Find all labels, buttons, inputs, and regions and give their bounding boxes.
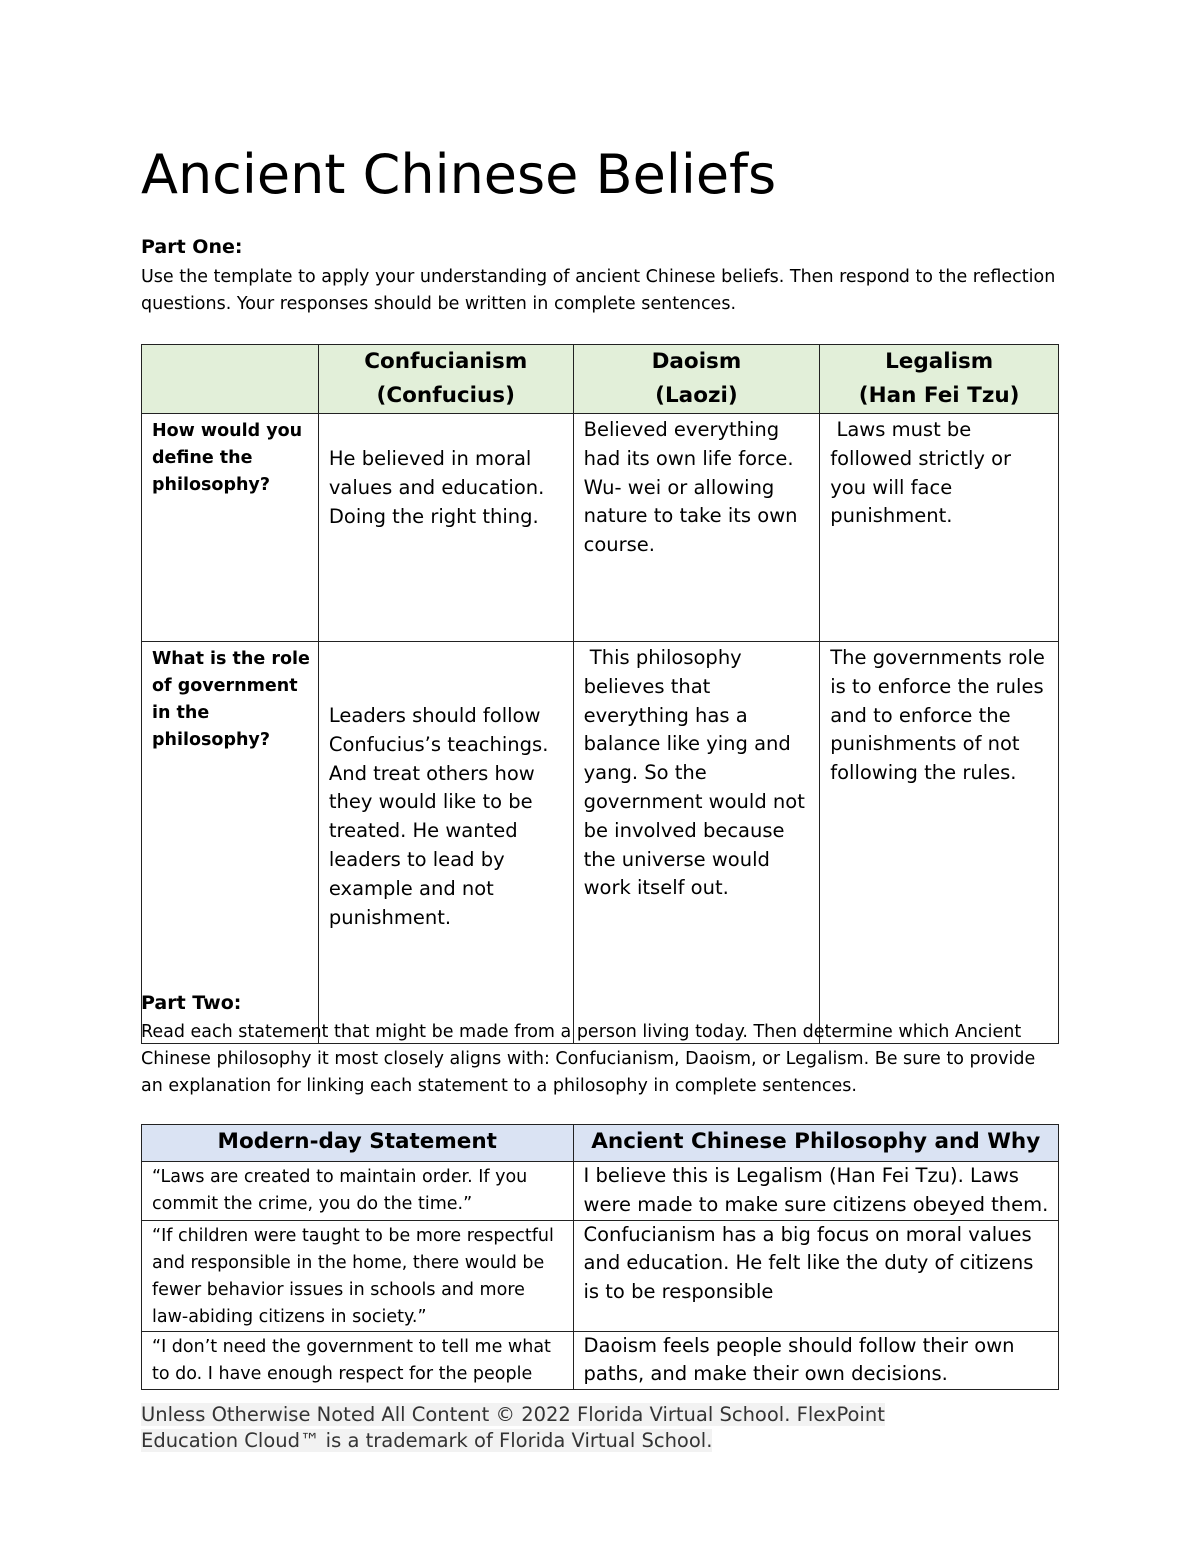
- philosophy-header-row: [142, 345, 1059, 414]
- statement-table: [141, 1124, 1059, 1390]
- answer-cell[interactable]: Confucianism has a big focus on moral values and education. He felt like the duty of citizens is to be responsible: [573, 1220, 1058, 1331]
- statement-header-row: [142, 1125, 1059, 1162]
- statement-cell: “Laws are created to maintain order. If you commit the crime, you do the time.”: [142, 1162, 574, 1221]
- table-row: [142, 1331, 1059, 1390]
- copyright-footer: [141, 1402, 1001, 1454]
- header-statement: Modern-day Statement: [142, 1125, 574, 1162]
- page-title: Ancient Chinese Beliefs: [141, 143, 777, 206]
- part-one-heading: Part One:: [141, 236, 243, 258]
- header-daoism: [573, 345, 820, 414]
- footer-line-2: Education Cloud™ is a trademark of Florida Virtual School.: [141, 1429, 713, 1452]
- column-name: Daoism: [651, 349, 742, 374]
- column-founder: (Confucius): [376, 383, 515, 408]
- row-question: How would you define the philosophy?: [142, 414, 319, 642]
- column-founder: (Laozi): [655, 383, 738, 408]
- part-one-instructions: Use the template to apply your understanding of ancient Chinese beliefs. Then respond to the reflection questions. Your responses should be written in complete sentences.: [141, 267, 1056, 314]
- header-legalism: [820, 345, 1059, 414]
- answer-daoism[interactable]: This philosophy believes that everything has a balance like ying and yang. So the government would not be involved because the universe would work itself out.: [573, 642, 820, 1044]
- philosophy-table: [141, 344, 1059, 1044]
- answer-daoism[interactable]: Believed everything had its own life force. Wu- wei or allowing nature to take its own course.: [573, 414, 820, 642]
- answer-legalism[interactable]: The governments role is to enforce the rules and to enforce the punishments of not following the rules.: [820, 642, 1059, 1044]
- answer-legalism[interactable]: Laws must be followed strictly or you will face punishment.: [820, 414, 1059, 642]
- answer-cell[interactable]: Daoism feels people should follow their own paths, and make their own decisions.: [573, 1331, 1058, 1390]
- table-row: [142, 642, 1059, 1044]
- header-philosophy-why: Ancient Chinese Philosophy and Why: [573, 1125, 1058, 1162]
- table-row: [142, 414, 1059, 642]
- answer-confucianism[interactable]: He believed in moral values and education. Doing the right thing.: [318, 414, 573, 642]
- answer-confucianism[interactable]: Leaders should follow Confucius’s teachings. And treat others how they would like to be treated. He wanted leaders to lead by example and not punishment.: [318, 642, 573, 1044]
- row-question: What is the role of government in the philosophy?: [142, 642, 319, 1044]
- table-row: [142, 1162, 1059, 1221]
- header-confucianism: [318, 345, 573, 414]
- column-founder: (Han Fei Tzu): [858, 383, 1020, 408]
- header-empty-cell: [142, 345, 319, 414]
- part-two-instructions: Read each statement that might be made from a person living today. Then determine which Ancient Chinese philosophy it most closely aligns with: Confucianism, Daoism, or Legalism. Be sure to provide an explanation for linking each statement to a philosophy in complete sentences.: [141, 1022, 1036, 1096]
- column-name: Confucianism: [364, 349, 528, 374]
- table-row: [142, 1220, 1059, 1331]
- part-two-heading: Part Two:: [141, 992, 242, 1014]
- statement-cell: “I don’t need the government to tell me what to do. I have enough respect for the people: [142, 1331, 574, 1390]
- column-name: Legalism: [885, 349, 994, 374]
- footer-line-1: Unless Otherwise Noted All Content © 2022 Florida Virtual School. FlexPoint: [141, 1403, 885, 1426]
- statement-cell: “If children were taught to be more respectful and responsible in the home, there would be fewer behavior issues in schools and more law-abiding citizens in society.”: [142, 1220, 574, 1331]
- answer-cell[interactable]: I believe this is Legalism (Han Fei Tzu). Laws were made to make sure citizens obeyed them.: [573, 1162, 1058, 1221]
